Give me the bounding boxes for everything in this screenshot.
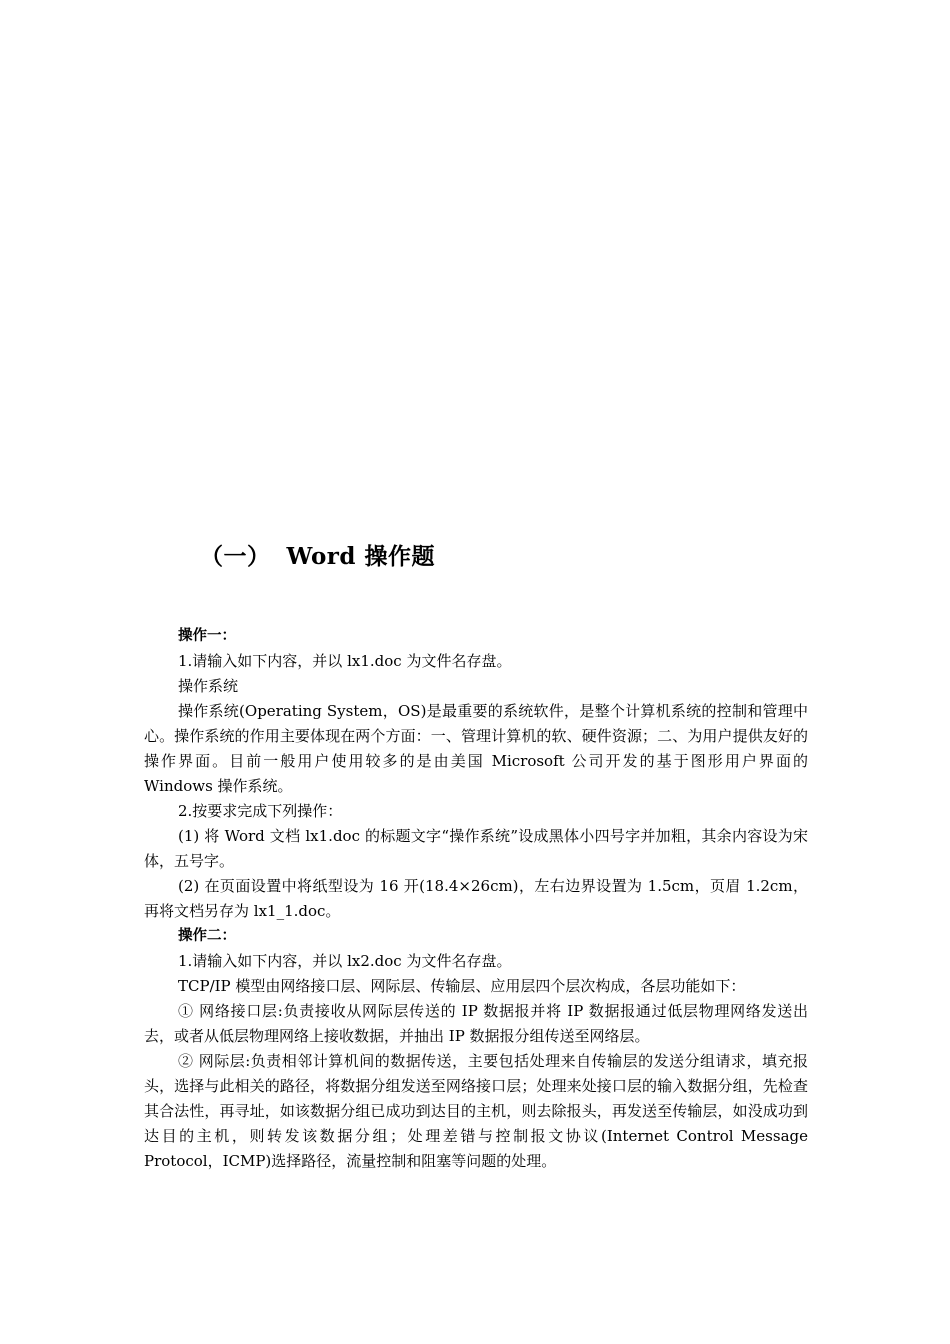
operation-one-heading: 操作一： [178, 628, 236, 644]
operation-two-heading: 操作二： [178, 928, 236, 944]
section-number: （一） [200, 543, 271, 570]
operation-two-item-1: ① 网络接口层:负责接收从网际层传送的 IP 数据报并将 IP 数据报通过低层物理网络发送出去，或者从低层物理网络上接收数据，并抽出 IP 数据报分组传送至网络层。 [144, 1002, 808, 1045]
operation-two-item-2: ② 网际层:负责相邻计算机间的数据传送，主要包括处理来自传输层的发送分组请求，填充报头，选择与此相关的路径，将数据分组发送至网络接口层；处理来处接口层的输入数据分组，先检查其合法性，再寻址，如该数据分组已成功到达目的主机，则去除报头，再发送至传输层，如没成功到达目的主机，则转发该数据分组；处理差错与控制报文协议(Internet Control Message Protocol，ICMP)选择路径，流量控制和阻塞等问题的处理。 [144, 1052, 808, 1170]
section-label: Word 操作题 [286, 543, 436, 570]
operation-one-content-title: 操作系统 [178, 677, 239, 695]
operation-one-instruction-2: 2.按要求完成下列操作： [178, 802, 343, 820]
operation-one-task-2: (2) 在页面设置中将纸型设为 16 开(18.4×26cm)，左右边界设置为 1.5cm，页眉 1.2cm，再将文档另存为 lx1_1.doc。 [144, 877, 808, 920]
operation-two-instruction-1: 1.请输入如下内容，并以 lx2.doc 为文件名存盘。 [178, 952, 512, 970]
operation-one-content-paragraph: 操作系统(Operating System，OS)是最重要的系统软件，是整个计算机系统的控制和管理中心。操作系统的作用主要体现在两个方面：一、管理计算机的软、硬件资源；二、为用户提供友好的操作界面。目前一般用户使用较多的是由美国 Microsoft 公司开发的基于图形用户界面的 Windows 操作系统。 [144, 702, 808, 795]
operation-one-task-1: (1) 将 Word 文档 lx1.doc 的标题文字“操作系统”设成黑体小四号字并加粗，其余内容设为宋体，五号字。 [144, 827, 808, 870]
operation-two-intro: TCP/IP 模型由网络接口层、网际层、传输层、应用层四个层次构成，各层功能如下： [178, 977, 746, 995]
section-title [200, 540, 435, 574]
document-body [144, 624, 808, 1174]
operation-one-instruction-1: 1.请输入如下内容，并以 lx1.doc 为文件名存盘。 [178, 652, 512, 670]
